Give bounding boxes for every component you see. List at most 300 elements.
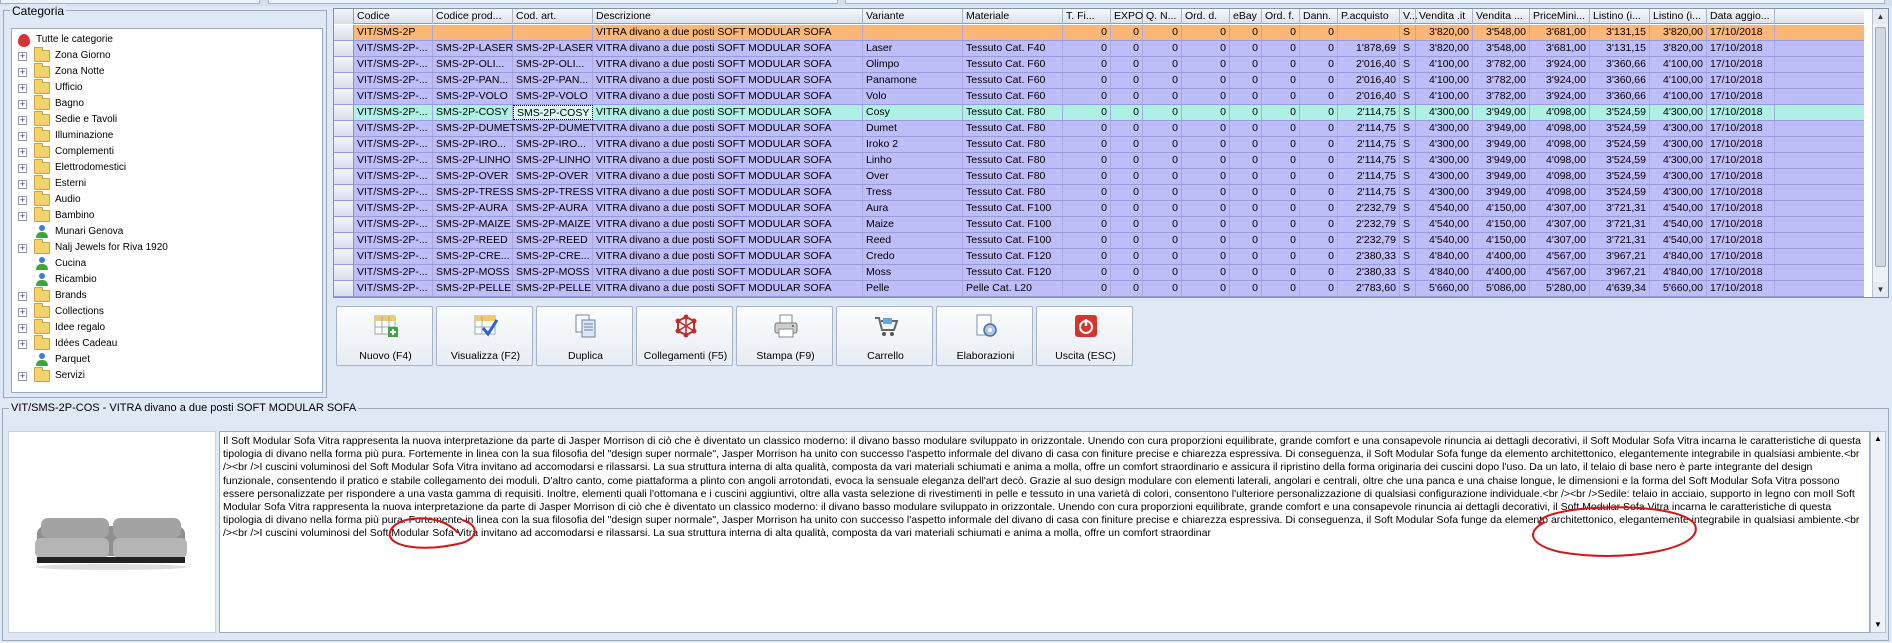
table-cell[interactable]: 0 (1300, 25, 1338, 40)
table-cell[interactable]: 0 (1182, 121, 1230, 136)
table-cell[interactable]: 17/10/2018 (1707, 121, 1775, 136)
table-cell[interactable]: 3'131,15 (1590, 41, 1650, 56)
table-cell[interactable]: Tessuto Cat. F100 (963, 233, 1063, 248)
row-indicator[interactable] (334, 57, 354, 72)
table-cell[interactable]: 5'086,00 (1473, 281, 1530, 296)
table-cell[interactable]: 17/10/2018 (1707, 249, 1775, 264)
table-cell[interactable]: Tessuto Cat. F60 (963, 73, 1063, 88)
expand-icon[interactable]: + (19, 323, 26, 333)
table-cell[interactable]: 0 (1182, 89, 1230, 104)
table-cell[interactable]: SMS-2P-PELLE (433, 281, 513, 296)
toolbar-button[interactable] (1036, 306, 1133, 366)
table-cell[interactable]: SMS-2P-PAN... (433, 73, 513, 88)
table-cell[interactable]: VIT/SMS-2P-... (354, 281, 433, 296)
table-cell[interactable]: 4'400,00 (1473, 249, 1530, 264)
table-cell[interactable]: 0 (1143, 105, 1182, 120)
table-cell[interactable]: 4'300,00 (1416, 153, 1473, 168)
table-cell[interactable]: 2'114,75 (1338, 169, 1400, 184)
table-cell[interactable]: SMS-2P-TRESS (433, 185, 513, 200)
column-header[interactable]: T. Fi... (1063, 9, 1111, 24)
table-cell[interactable]: 17/10/2018 (1707, 169, 1775, 184)
table-cell[interactable]: 4'540,00 (1650, 233, 1707, 248)
table-cell[interactable]: S (1400, 153, 1416, 168)
table-cell[interactable]: SMS-2P-CRE... (433, 249, 513, 264)
table-cell[interactable]: VITRA divano a due posti SOFT MODULAR SOFA (593, 89, 863, 104)
table-cell[interactable]: VITRA divano a due posti SOFT MODULAR SOFA (593, 25, 863, 40)
table-cell[interactable]: 2'016,40 (1338, 89, 1400, 104)
table-cell[interactable]: 2'114,75 (1338, 121, 1400, 136)
table-cell[interactable]: 17/10/2018 (1707, 89, 1775, 104)
table-cell[interactable]: 0 (1143, 73, 1182, 88)
table-cell[interactable]: 2'114,75 (1338, 185, 1400, 200)
table-cell[interactable]: VIT/SMS-2P-... (354, 89, 433, 104)
table-cell[interactable]: SMS-2P-TRESS (513, 185, 593, 200)
table-cell[interactable]: 3'548,00 (1473, 25, 1530, 40)
table-cell[interactable] (963, 25, 1063, 40)
table-cell[interactable]: VIT/SMS-2P-... (354, 57, 433, 72)
table-cell[interactable]: 17/10/2018 (1707, 201, 1775, 216)
column-header[interactable]: EXPO (1111, 9, 1143, 24)
table-cell[interactable]: 0 (1230, 233, 1262, 248)
table-row[interactable] (334, 265, 1864, 281)
table-cell[interactable]: SMS-2P-AURA (513, 201, 593, 216)
table-cell[interactable]: 0 (1230, 89, 1262, 104)
table-cell[interactable]: 0 (1262, 233, 1300, 248)
table-cell[interactable]: 0 (1300, 57, 1338, 72)
table-cell[interactable]: VITRA divano a due posti SOFT MODULAR SOFA (593, 217, 863, 232)
table-cell[interactable]: VITRA divano a due posti SOFT MODULAR SOFA (593, 105, 863, 120)
table-cell[interactable]: 4'567,00 (1530, 265, 1590, 280)
table-cell[interactable]: SMS-2P-MAIZE (513, 217, 593, 232)
expand-icon[interactable]: + (19, 163, 26, 173)
expand-icon[interactable]: + (19, 51, 26, 61)
table-cell[interactable]: 0 (1182, 105, 1230, 120)
table-cell[interactable]: 0 (1063, 73, 1111, 88)
table-cell[interactable]: 4'300,00 (1416, 105, 1473, 120)
column-header[interactable]: Variante (863, 9, 963, 24)
table-cell[interactable]: 4'300,00 (1650, 121, 1707, 136)
table-cell[interactable]: 4'098,00 (1530, 137, 1590, 152)
table-cell[interactable]: 0 (1063, 121, 1111, 136)
table-row[interactable] (334, 73, 1864, 89)
table-cell[interactable]: S (1400, 281, 1416, 296)
table-cell[interactable]: 0 (1230, 121, 1262, 136)
table-cell[interactable]: 0 (1300, 233, 1338, 248)
table-cell[interactable]: 0 (1143, 89, 1182, 104)
table-cell[interactable]: VIT/SMS-2P-... (354, 217, 433, 232)
table-cell[interactable]: Tessuto Cat. F80 (963, 121, 1063, 136)
table-cell[interactable]: SMS-2P-LINHO (433, 153, 513, 168)
column-header[interactable]: Listino (i... (1650, 9, 1707, 24)
table-cell[interactable]: VITRA divano a due posti SOFT MODULAR SOFA (593, 57, 863, 72)
table-cell[interactable]: 17/10/2018 (1707, 153, 1775, 168)
table-cell[interactable]: 3'721,31 (1590, 233, 1650, 248)
table-cell[interactable]: VIT/SMS-2P-... (354, 233, 433, 248)
column-header[interactable]: Vendita .it (1416, 9, 1473, 24)
table-cell[interactable] (1338, 25, 1400, 40)
table-cell[interactable]: 0 (1063, 281, 1111, 296)
table-cell[interactable]: 0 (1111, 249, 1143, 264)
table-cell[interactable]: 0 (1143, 201, 1182, 216)
table-cell[interactable]: 4'100,00 (1416, 89, 1473, 104)
table-cell[interactable]: VITRA divano a due posti SOFT MODULAR SOFA (593, 233, 863, 248)
table-cell[interactable]: 0 (1262, 153, 1300, 168)
top-tab[interactable] (845, 0, 1885, 4)
table-cell[interactable]: 0 (1230, 249, 1262, 264)
table-row[interactable] (334, 201, 1864, 217)
table-cell[interactable]: Dumet (863, 121, 963, 136)
table-cell[interactable]: 3'681,00 (1530, 41, 1590, 56)
table-cell[interactable]: 0 (1262, 217, 1300, 232)
table-cell[interactable]: 4'840,00 (1416, 265, 1473, 280)
table-cell[interactable]: SMS-2P-MOSS (513, 265, 593, 280)
table-cell[interactable]: S (1400, 169, 1416, 184)
table-cell[interactable]: 0 (1262, 89, 1300, 104)
table-cell[interactable]: 17/10/2018 (1707, 57, 1775, 72)
table-cell[interactable]: 0 (1111, 281, 1143, 296)
expand-icon[interactable]: + (19, 339, 26, 349)
table-cell[interactable]: Panamone (863, 73, 963, 88)
table-cell[interactable]: 0 (1111, 153, 1143, 168)
table-cell[interactable]: 0 (1262, 185, 1300, 200)
table-cell[interactable]: 0 (1262, 281, 1300, 296)
table-cell[interactable]: VIT/SMS-2P-... (354, 249, 433, 264)
table-cell[interactable]: SMS-2P-IRO... (513, 137, 593, 152)
table-cell[interactable]: 0 (1262, 201, 1300, 216)
expand-icon[interactable]: + (19, 211, 26, 221)
table-cell[interactable]: 3'924,00 (1530, 89, 1590, 104)
table-cell[interactable]: 0 (1182, 233, 1230, 248)
table-cell[interactable]: 4'100,00 (1650, 57, 1707, 72)
column-header[interactable]: Listino (i... (1590, 9, 1650, 24)
table-cell[interactable]: 0 (1230, 281, 1262, 296)
table-cell[interactable]: S (1400, 41, 1416, 56)
row-indicator[interactable] (334, 169, 354, 184)
table-cell[interactable]: 4'540,00 (1416, 233, 1473, 248)
table-cell[interactable]: SMS-2P-LASER (513, 41, 593, 56)
table-cell[interactable]: 0 (1182, 25, 1230, 40)
table-cell[interactable]: VIT/SMS-2P (354, 25, 433, 40)
table-cell[interactable]: 0 (1230, 57, 1262, 72)
column-header[interactable]: P.acquisto (1338, 9, 1400, 24)
table-cell[interactable]: 3'131,15 (1590, 25, 1650, 40)
table-cell[interactable]: VITRA divano a due posti SOFT MODULAR SOFA (593, 121, 863, 136)
column-header[interactable]: V... (1400, 9, 1416, 24)
table-cell[interactable]: 0 (1143, 249, 1182, 264)
table-cell[interactable] (863, 25, 963, 40)
table-cell[interactable]: 0 (1262, 249, 1300, 264)
table-cell[interactable]: 3'524,59 (1590, 169, 1650, 184)
table-cell[interactable]: SMS-2P-IRO... (433, 137, 513, 152)
table-cell[interactable]: 3'967,21 (1590, 249, 1650, 264)
table-cell[interactable]: VIT/SMS-2P-... (354, 105, 433, 120)
table-cell[interactable]: SMS-2P-VOLO (513, 89, 593, 104)
table-cell[interactable]: 0 (1182, 249, 1230, 264)
table-cell[interactable]: 0 (1262, 137, 1300, 152)
table-cell[interactable]: Tessuto Cat. F120 (963, 265, 1063, 280)
row-indicator[interactable] (334, 281, 354, 296)
table-cell[interactable]: 4'300,00 (1416, 185, 1473, 200)
table-cell[interactable]: 0 (1143, 185, 1182, 200)
table-cell[interactable]: 3'949,00 (1473, 153, 1530, 168)
table-cell[interactable]: 0 (1143, 217, 1182, 232)
table-cell[interactable]: VITRA divano a due posti SOFT MODULAR SOFA (593, 249, 863, 264)
table-cell[interactable]: 0 (1230, 153, 1262, 168)
table-cell[interactable] (513, 25, 593, 40)
table-cell[interactable]: SMS-2P-OLI... (513, 57, 593, 72)
table-cell[interactable]: Iroko 2 (863, 137, 963, 152)
table-row[interactable] (334, 41, 1864, 57)
column-header[interactable]: Descrizione (593, 9, 863, 24)
table-cell[interactable]: 0 (1182, 57, 1230, 72)
expand-icon[interactable]: + (19, 195, 26, 205)
table-cell[interactable]: 3'967,21 (1590, 265, 1650, 280)
toolbar-button[interactable] (436, 306, 533, 366)
table-cell[interactable]: 3'782,00 (1473, 73, 1530, 88)
description-scrollbar[interactable] (1870, 431, 1886, 633)
toolbar-button[interactable] (336, 306, 433, 366)
table-cell[interactable]: 3'524,59 (1590, 105, 1650, 120)
table-cell[interactable]: 0 (1182, 201, 1230, 216)
table-cell[interactable]: 0 (1143, 281, 1182, 296)
table-cell[interactable]: SMS-2P-CRE... (513, 249, 593, 264)
grid-vertical-scrollbar[interactable] (1872, 9, 1888, 297)
table-cell[interactable]: 0 (1111, 121, 1143, 136)
table-cell[interactable] (433, 25, 513, 40)
table-cell[interactable]: 3'820,00 (1650, 25, 1707, 40)
table-cell[interactable]: 0 (1230, 137, 1262, 152)
table-cell[interactable]: 0 (1063, 25, 1111, 40)
table-cell[interactable]: SMS-2P-REED (513, 233, 593, 248)
table-cell[interactable]: Linho (863, 153, 963, 168)
table-cell[interactable]: Over (863, 169, 963, 184)
table-cell[interactable]: 0 (1111, 41, 1143, 56)
table-cell[interactable]: 0 (1063, 137, 1111, 152)
expand-icon[interactable]: + (19, 179, 26, 189)
table-cell[interactable]: S (1400, 105, 1416, 120)
table-cell[interactable]: 4'098,00 (1530, 185, 1590, 200)
row-indicator[interactable] (334, 137, 354, 152)
table-cell[interactable]: 4'400,00 (1473, 265, 1530, 280)
table-cell[interactable]: Pelle Cat. L20 (963, 281, 1063, 296)
table-cell[interactable]: 1'878,69 (1338, 41, 1400, 56)
table-cell[interactable]: 0 (1111, 265, 1143, 280)
row-indicator[interactable] (334, 89, 354, 104)
table-cell[interactable]: 0 (1230, 169, 1262, 184)
table-cell[interactable]: S (1400, 249, 1416, 264)
table-cell[interactable]: 4'540,00 (1416, 217, 1473, 232)
table-cell[interactable]: 0 (1300, 169, 1338, 184)
toolbar-button[interactable] (936, 306, 1033, 366)
column-header[interactable]: Cod. art. (513, 9, 593, 24)
table-cell[interactable]: 0 (1300, 281, 1338, 296)
column-header[interactable]: Ord. f. (1262, 9, 1300, 24)
table-row[interactable] (334, 121, 1864, 137)
table-cell[interactable]: Laser (863, 41, 963, 56)
table-cell[interactable]: 3'924,00 (1530, 73, 1590, 88)
table-cell[interactable]: 0 (1300, 217, 1338, 232)
table-cell[interactable]: 3'681,00 (1530, 25, 1590, 40)
table-cell[interactable]: 4'300,00 (1650, 169, 1707, 184)
table-cell[interactable]: 3'360,66 (1590, 57, 1650, 72)
table-cell[interactable]: S (1400, 201, 1416, 216)
table-cell[interactable]: 0 (1143, 265, 1182, 280)
column-header[interactable]: Q. N... (1143, 9, 1182, 24)
table-cell[interactable]: Tessuto Cat. F60 (963, 89, 1063, 104)
table-cell[interactable]: 2'232,79 (1338, 201, 1400, 216)
expand-icon[interactable]: + (19, 83, 26, 93)
expand-icon[interactable]: + (19, 307, 26, 317)
table-row[interactable] (334, 105, 1864, 121)
table-cell[interactable]: 0 (1262, 57, 1300, 72)
table-cell[interactable]: Tessuto Cat. F100 (963, 217, 1063, 232)
table-cell[interactable]: 0 (1300, 41, 1338, 56)
table-cell[interactable]: 4'098,00 (1530, 169, 1590, 184)
table-cell[interactable]: 3'548,00 (1473, 41, 1530, 56)
table-cell[interactable]: 3'949,00 (1473, 185, 1530, 200)
table-cell[interactable]: 0 (1230, 201, 1262, 216)
table-cell[interactable]: 0 (1182, 185, 1230, 200)
table-cell[interactable]: 4'840,00 (1416, 249, 1473, 264)
table-cell[interactable]: 0 (1063, 153, 1111, 168)
table-cell[interactable]: 0 (1300, 249, 1338, 264)
table-cell[interactable]: 0 (1143, 153, 1182, 168)
table-cell[interactable]: 17/10/2018 (1707, 185, 1775, 200)
table-cell[interactable]: VITRA divano a due posti SOFT MODULAR SOFA (593, 73, 863, 88)
table-cell[interactable]: 0 (1182, 41, 1230, 56)
table-cell[interactable]: Credo (863, 249, 963, 264)
table-cell[interactable]: VIT/SMS-2P-... (354, 201, 433, 216)
table-cell[interactable]: 3'721,31 (1590, 217, 1650, 232)
table-cell[interactable]: 4'150,00 (1473, 217, 1530, 232)
table-cell[interactable]: 17/10/2018 (1707, 265, 1775, 280)
table-cell[interactable]: VIT/SMS-2P-... (354, 265, 433, 280)
table-cell[interactable]: VIT/SMS-2P-... (354, 73, 433, 88)
table-cell[interactable]: 0 (1111, 25, 1143, 40)
table-cell[interactable]: SMS-2P-OVER (513, 169, 593, 184)
table-cell[interactable]: 17/10/2018 (1707, 217, 1775, 232)
row-indicator[interactable] (334, 105, 354, 120)
table-cell[interactable]: 17/10/2018 (1707, 41, 1775, 56)
toolbar-button[interactable] (536, 306, 633, 366)
table-cell[interactable]: S (1400, 137, 1416, 152)
table-cell[interactable]: 3'820,00 (1416, 41, 1473, 56)
table-cell[interactable]: 0 (1143, 233, 1182, 248)
table-cell[interactable]: 0 (1111, 169, 1143, 184)
table-cell[interactable]: 2'380,33 (1338, 265, 1400, 280)
table-cell[interactable]: 4'300,00 (1650, 105, 1707, 120)
table-cell[interactable]: 0 (1300, 137, 1338, 152)
table-cell[interactable]: 5'280,00 (1530, 281, 1590, 296)
row-indicator[interactable] (334, 121, 354, 136)
column-header[interactable]: Data aggio... (1707, 9, 1775, 24)
table-cell[interactable]: 17/10/2018 (1707, 233, 1775, 248)
table-row[interactable] (334, 233, 1864, 249)
row-indicator[interactable] (334, 217, 354, 232)
table-cell[interactable]: VITRA divano a due posti SOFT MODULAR SOFA (593, 153, 863, 168)
table-cell[interactable]: 0 (1262, 105, 1300, 120)
table-cell[interactable]: Tessuto Cat. F80 (963, 137, 1063, 152)
table-cell[interactable]: 2'016,40 (1338, 73, 1400, 88)
table-cell[interactable]: 0 (1111, 89, 1143, 104)
table-cell[interactable]: SMS-2P-PAN... (513, 73, 593, 88)
table-cell[interactable]: 0 (1063, 217, 1111, 232)
table-cell[interactable]: 4'100,00 (1416, 73, 1473, 88)
table-cell[interactable]: 0 (1300, 153, 1338, 168)
table-cell[interactable]: 0 (1182, 153, 1230, 168)
table-row[interactable] (334, 89, 1864, 105)
table-cell[interactable]: 4'300,00 (1650, 137, 1707, 152)
table-cell[interactable]: Aura (863, 201, 963, 216)
table-cell[interactable]: S (1400, 265, 1416, 280)
table-cell[interactable]: Tessuto Cat. F100 (963, 201, 1063, 216)
table-cell[interactable]: 4'098,00 (1530, 153, 1590, 168)
table-cell[interactable]: 0 (1111, 105, 1143, 120)
table-cell[interactable]: S (1400, 233, 1416, 248)
table-cell[interactable]: SMS-2P-AURA (433, 201, 513, 216)
table-cell[interactable]: 3'360,66 (1590, 73, 1650, 88)
table-cell[interactable]: 17/10/2018 (1707, 137, 1775, 152)
table-cell[interactable]: SMS-2P-OVER (433, 169, 513, 184)
column-header[interactable]: Ord. d. (1182, 9, 1230, 24)
table-cell[interactable]: 0 (1300, 73, 1338, 88)
table-cell[interactable]: Tress (863, 185, 963, 200)
table-cell[interactable]: 17/10/2018 (1707, 105, 1775, 120)
table-cell[interactable]: 0 (1111, 217, 1143, 232)
table-cell[interactable]: Tessuto Cat. F80 (963, 185, 1063, 200)
table-cell[interactable]: 4'100,00 (1650, 73, 1707, 88)
row-indicator[interactable] (334, 73, 354, 88)
table-cell[interactable]: Moss (863, 265, 963, 280)
row-indicator[interactable] (334, 153, 354, 168)
table-cell[interactable]: VIT/SMS-2P-... (354, 41, 433, 56)
toolbar-button[interactable] (636, 306, 733, 366)
table-cell[interactable]: SMS-2P-MAIZE (433, 217, 513, 232)
table-cell[interactable]: 4'540,00 (1416, 201, 1473, 216)
table-row[interactable] (334, 25, 1864, 41)
table-row[interactable] (334, 57, 1864, 73)
table-cell[interactable]: 4'639,34 (1590, 281, 1650, 296)
scroll-down-icon[interactable]: ▼ (1874, 620, 1882, 629)
row-indicator[interactable] (334, 185, 354, 200)
table-cell[interactable]: 0 (1182, 73, 1230, 88)
table-cell[interactable]: 0 (1063, 89, 1111, 104)
table-cell[interactable]: SMS-2P-COSY (433, 105, 513, 120)
table-cell[interactable]: 4'300,00 (1650, 153, 1707, 168)
table-cell[interactable]: 0 (1111, 201, 1143, 216)
table-cell[interactable]: 0 (1230, 41, 1262, 56)
table-cell[interactable]: 0 (1182, 217, 1230, 232)
table-cell[interactable]: Tessuto Cat. F80 (963, 153, 1063, 168)
table-cell[interactable]: 4'098,00 (1530, 121, 1590, 136)
product-description[interactable]: Il Soft Modular Sofa Vitra rappresenta la nuova interpretazione da parte di Jasper Morrison di ciò che è diventato un classico moderno: il divano basso modulare sviluppato in orizzontale. Unendo con cura proporzioni equilibrate, grande comfort e una consapevole rinuncia ai dettagli decorativi, il Soft Modular Sofa Vitra incarna le caratteristiche di questa tipologia di divano nella forma più pura. Fortemente in linea con la sua filosofia del "design super normale", Jasper Morrison ha unito con successo l'aspetto informale del divano di casa con finiture precise e chiarezza espressiva. Di conseguenza, il Soft Modular Sofa funge da elemento architettonico, elegantemente integrabile in qualsiasi ambiente.<br /><br />I cuscini voluminosi del Soft Modular Sofa Vitra invitano ad accomodarsi e rilassarsi. La sua struttura interna di alta qualità, composta da vari materiali schiumati e anima a molla, offre un comfort straordinario e assicura il ripristino della forma originaria dei cuscini dopo l'uso. Da un lato, il telaio di base nero è parte integrante del design funzionale, consentendo il pratico e stabile collegamento dei moduli. D'altro canto, come piattaforma a plinto con angoli arrotondati, evoca la sensuale eleganza dell'art decò. Grazie al suo design modulare con elementi laterali, angolari e centrali, oltre che una panca e una chaise longue, le dimensioni e la forma del Soft Modular Sofa Vitra possono essere personalizzate per rispondere a una vasta gamma di requisiti. Inoltre, elementi quali l'ottomana e i cuscini aggiuntivi, oltre alla vasta selezione di rivestimenti in pelle e tessuto in una varietà di colori, consentono l'ulteriore personalizzazione di qualsiasi configurazione individuale.<br /><br />Sedile: telaio in acciaio, supporto in legno con moIl Soft Modular Sofa Vitra rappresenta la nuova interpretazione da parte di Jasper Morrison di ciò che è diventato un classico moderno: il divano basso modulare sviluppato in orizzontale. Unendo con cura proporzioni equilibrate, grande comfort e una consapevole rinuncia ai dettagli decorativi, il Soft Modular Sofa Vitra incarna le caratteristiche di questa tipologia di divano nella forma più pura. Fortemente in linea con la sua filosofia del "design super normale", Jasper Morrison ha unito con successo l'aspetto informale del divano di casa con finiture precise e chiarezza espressiva. Di conseguenza, il Soft Modular Sofa funge da elemento architettonico, elegantemente integrabile in qualsiasi ambiente.<br /><br />I cuscini voluminosi del Soft Modular Sofa Vitra invitano ad accomodarsi e rilassarsi. La sua struttura interna di alta qualità, composta da vari materiali schiumati e anima a molla, offre un comfort straordinar (219, 431, 1870, 633)
table-cell[interactable]: VIT/SMS-2P-... (354, 169, 433, 184)
table-cell[interactable]: 0 (1262, 25, 1300, 40)
table-cell[interactable]: 0 (1230, 105, 1262, 120)
column-header[interactable]: PriceMini... (1530, 9, 1590, 24)
toolbar-button[interactable] (836, 306, 933, 366)
table-cell[interactable]: 0 (1182, 169, 1230, 184)
table-cell[interactable]: Maize (863, 217, 963, 232)
table-cell[interactable]: Tessuto Cat. F40 (963, 41, 1063, 56)
table-cell[interactable]: 0 (1143, 25, 1182, 40)
expand-icon[interactable]: + (19, 147, 26, 157)
table-row[interactable] (334, 281, 1864, 297)
table-cell[interactable]: 0 (1063, 41, 1111, 56)
table-cell[interactable]: 3'949,00 (1473, 105, 1530, 120)
table-cell[interactable]: SMS-2P-DUMET (433, 121, 513, 136)
table-cell[interactable]: SMS-2P-LASER (433, 41, 513, 56)
